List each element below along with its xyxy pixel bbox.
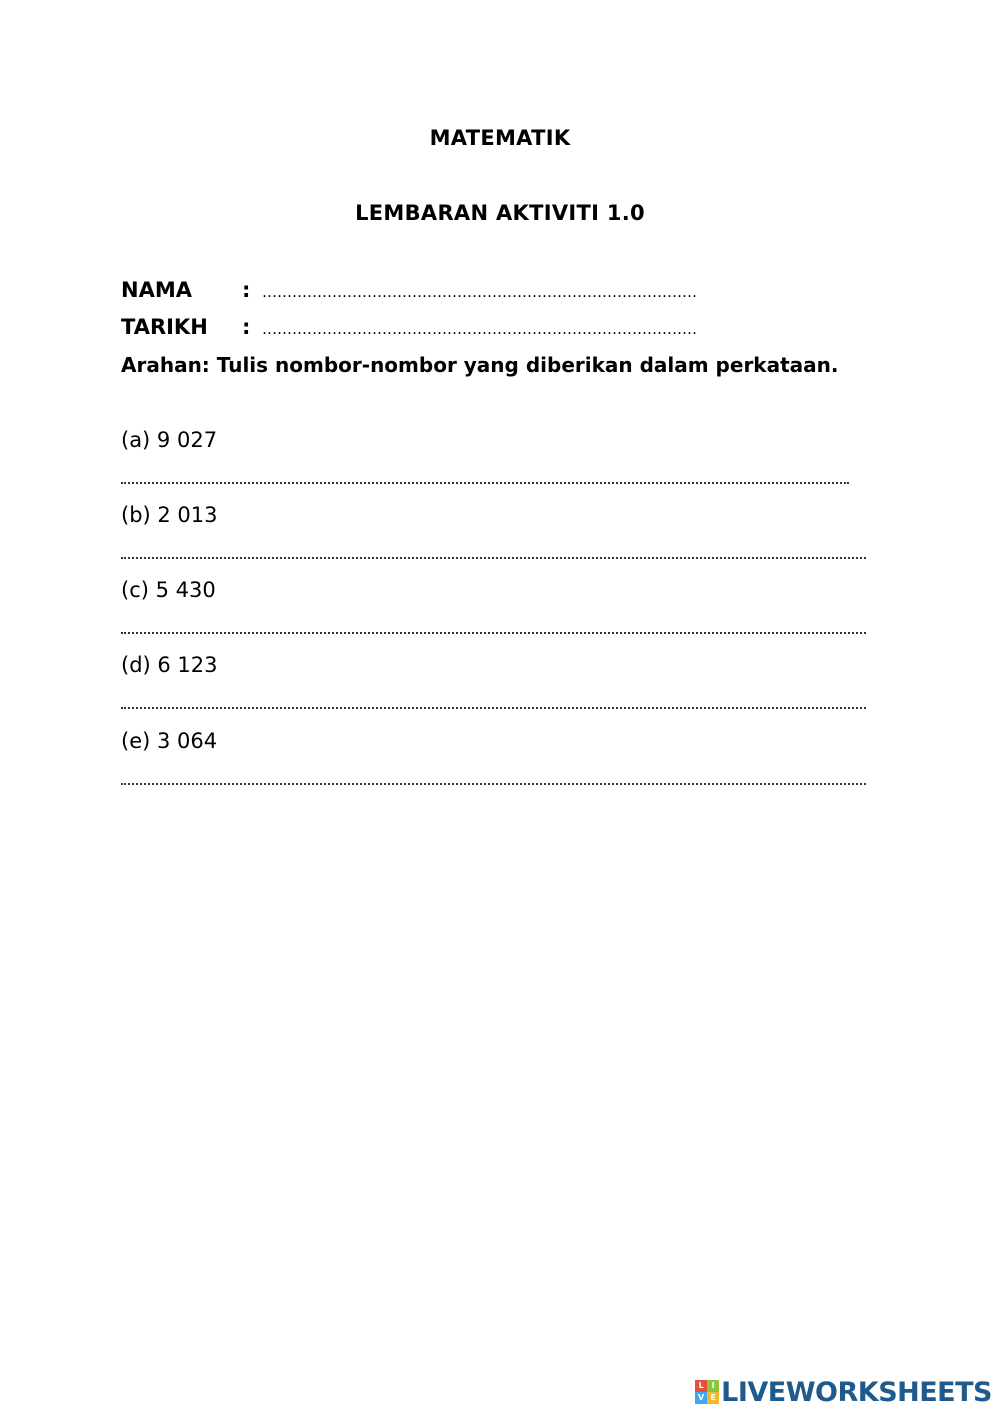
question-d: (d) 6 123 [121, 653, 218, 677]
worksheet-title: LEMBARAN AKTIVITI 1.0 [355, 201, 645, 225]
answer-line-e[interactable] [121, 783, 866, 785]
date-blank[interactable]: …………………………………………………………………………… [262, 320, 697, 338]
name-label: NAMA [121, 278, 192, 302]
name-colon: : [242, 278, 251, 302]
answer-line-d[interactable] [121, 707, 866, 709]
answer-line-c[interactable] [121, 632, 866, 634]
question-a: (a) 9 027 [121, 428, 218, 452]
name-field [121, 278, 697, 302]
answer-line-a[interactable] [121, 482, 849, 484]
instruction-text: Arahan: Tulis nombor-nombor yang diberikan dalam perkataan. [121, 353, 839, 377]
date-colon: : [242, 315, 251, 339]
brand-name: LIVEWORKSHEETS [721, 1376, 992, 1408]
liveworksheets-logo-icon: L I V E [695, 1380, 719, 1404]
question-c: (c) 5 430 [121, 578, 216, 602]
name-blank[interactable]: …………………………………………………………………………… [262, 283, 697, 301]
question-e: (e) 3 064 [121, 729, 218, 753]
subject-heading: MATEMATIK [429, 126, 571, 150]
liveworksheets-logo [695, 1377, 992, 1407]
date-field [121, 315, 697, 339]
question-b: (b) 2 013 [121, 503, 218, 527]
answer-line-b[interactable] [121, 557, 866, 559]
date-label: TARIKH [121, 315, 208, 339]
